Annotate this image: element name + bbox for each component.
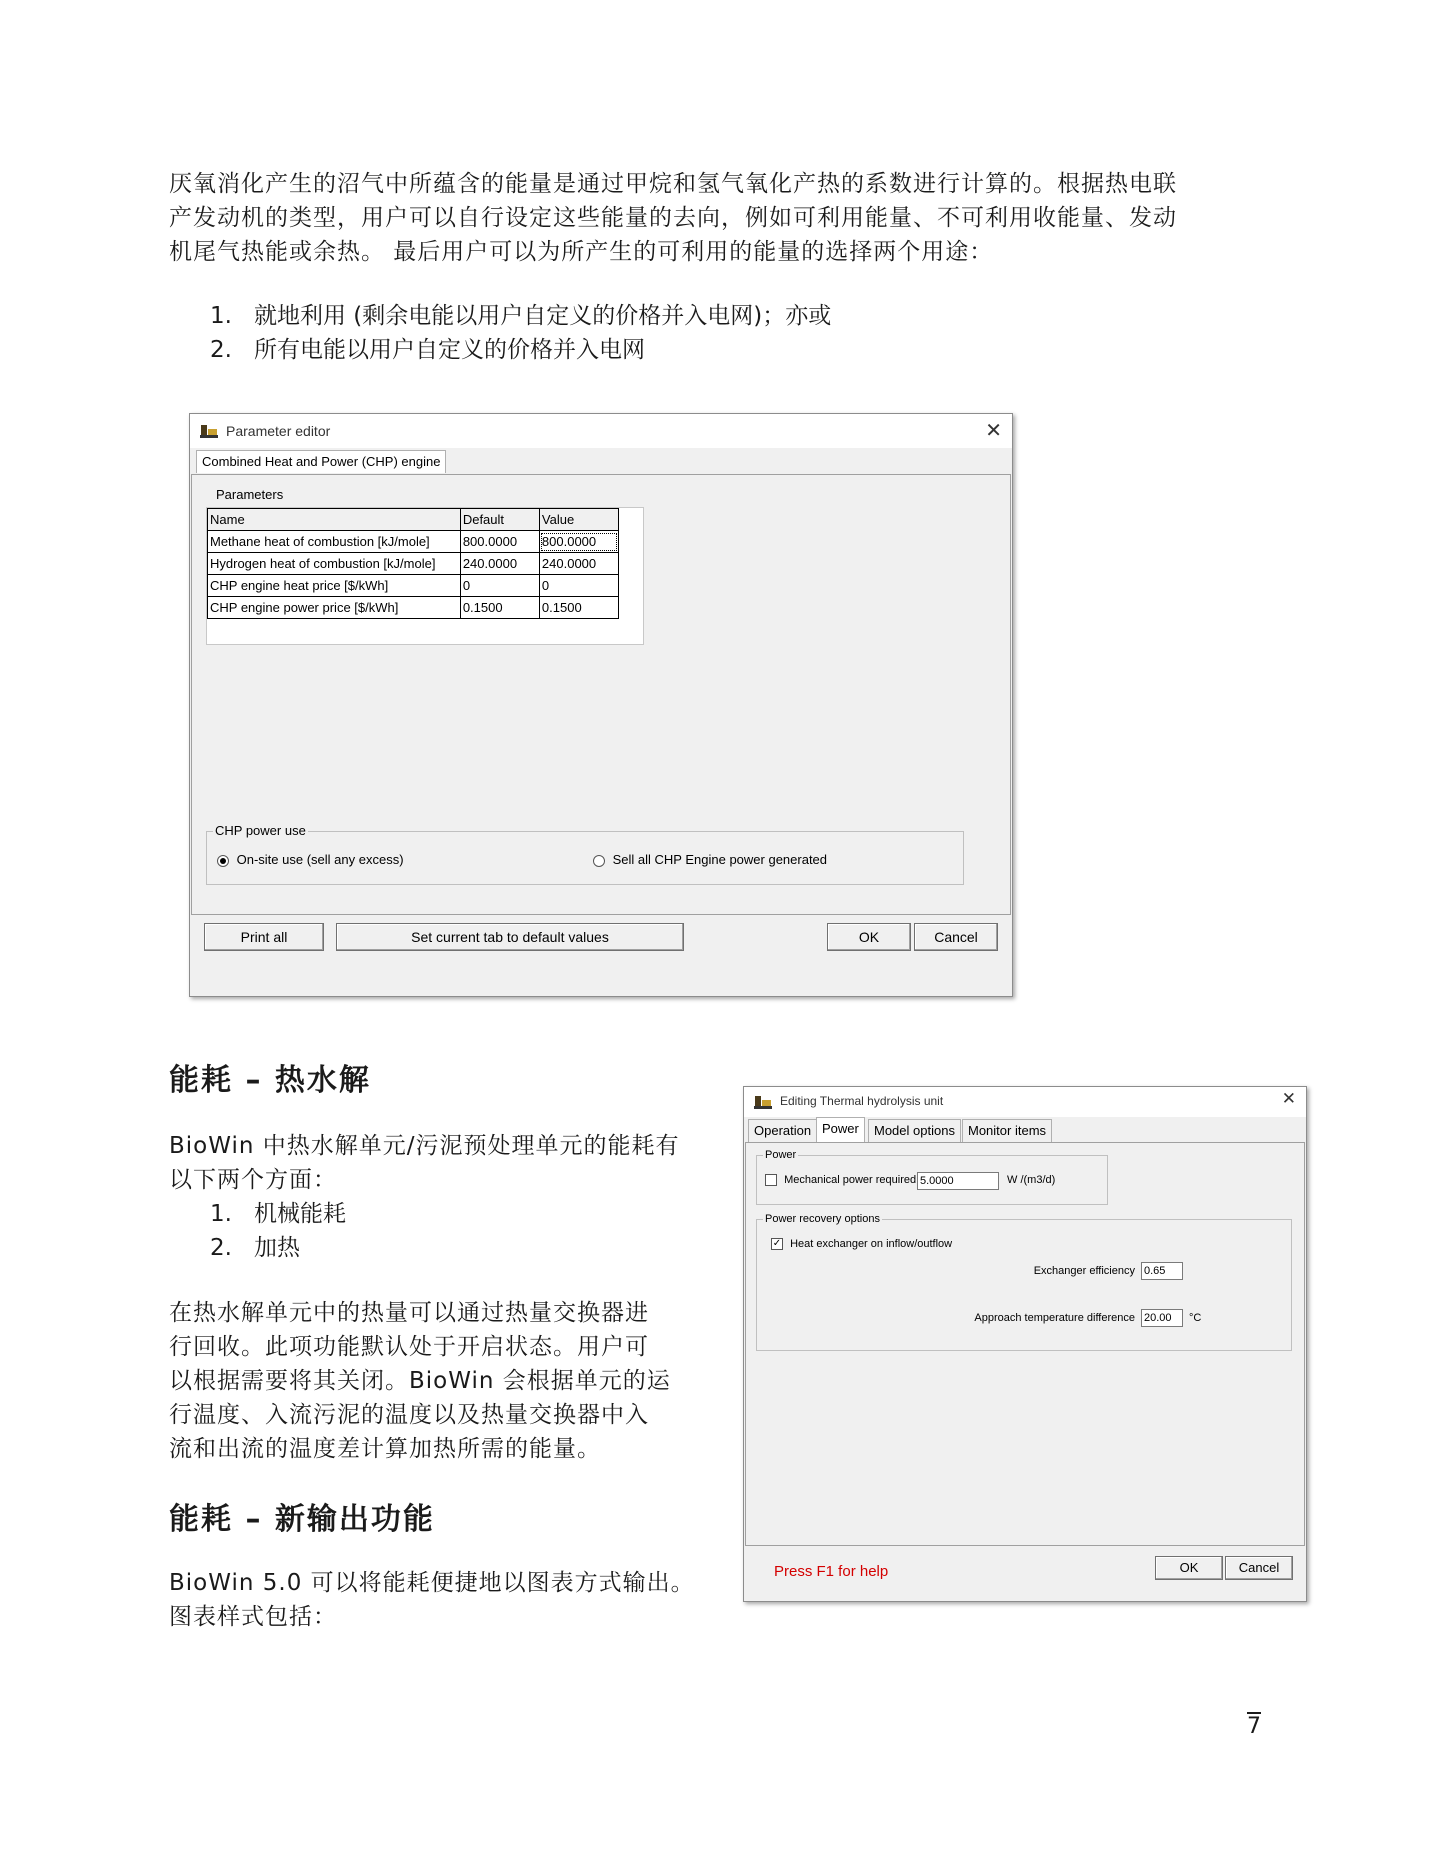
parameter-editor-dialog: [189, 413, 1013, 997]
print-all-button[interactable]: Print all: [204, 923, 324, 951]
chp-power-use-group: [206, 823, 964, 885]
cancel-button[interactable]: Cancel: [1225, 1556, 1293, 1580]
intro-line: 产发动机的类型，用户可以自行设定这些能量的去向，例如可利用能量、不可利用收能量、发动: [169, 205, 1177, 231]
intro-line: 厌氧消化产生的沼气中所蕴含的能量是通过甲烷和氢气氧化产热的系数进行计算的。根据热电联: [169, 171, 1177, 197]
intro-line: 机尾气热能或余热。 最后用户可以为所产生的可利用的能量的选择两个用途：: [169, 239, 994, 265]
dialog-titlebar: [744, 1087, 1306, 1117]
help-hint: Press F1 for help: [774, 1563, 889, 1580]
power-recovery-label: Power recovery options: [765, 1213, 880, 1225]
radio-sell-all[interactable]: Sell all CHP Engine power generated: [593, 852, 827, 867]
parameters-label: Parameters: [216, 487, 284, 502]
exchanger-efficiency-input[interactable]: 0.65: [1141, 1262, 1183, 1280]
col-value: Value: [539, 509, 618, 531]
power-group: [756, 1149, 1108, 1205]
list-item: 2. 所有电能以用户自定义的价格并入电网: [210, 337, 645, 363]
value-cell[interactable]: 800.0000: [539, 531, 618, 553]
exchanger-efficiency-label: Exchanger efficiency: [1033, 1265, 1135, 1277]
parameters-grid: [206, 507, 644, 645]
checkbox-unchecked-icon[interactable]: [765, 1174, 777, 1186]
dialog-title: Editing Thermal hydrolysis unit: [780, 1094, 944, 1108]
tab-operation[interactable]: Operation: [748, 1119, 817, 1142]
close-icon[interactable]: ✕: [985, 420, 1002, 442]
tab-panel: [745, 1142, 1305, 1546]
list-item: 1. 机械能耗: [210, 1201, 346, 1227]
approach-temp-unit: °C: [1189, 1312, 1202, 1324]
power-group-label: Power: [765, 1149, 797, 1161]
table-row: Methane heat of combustion [kJ/mole] 800.0000 800.0000: [208, 531, 619, 553]
intro-list: [210, 299, 831, 367]
tab-power[interactable]: Power: [816, 1117, 865, 1142]
tab-chp-engine[interactable]: Combined Heat and Power (CHP) engine: [196, 450, 446, 473]
dialog-titlebar: [190, 414, 1012, 448]
table-row: CHP engine power price [$/kWh] 0.1500 0.1500: [208, 597, 619, 619]
dialog-title: Parameter editor: [226, 423, 331, 439]
col-name: Name: [208, 509, 461, 531]
tab-panel: [191, 474, 1011, 915]
section-heading: 能耗 – 新输出功能: [169, 1502, 435, 1537]
radio-unselected-icon[interactable]: [593, 855, 605, 867]
approach-temp-label: Approach temperature difference: [974, 1312, 1135, 1324]
section1-paragraph: BioWin 中热水解单元/污泥预处理单元的能耗有 以下两个方面：: [169, 1133, 680, 1193]
mech-power-checkbox[interactable]: Mechanical power required: [765, 1174, 916, 1186]
value-cell[interactable]: 0: [539, 575, 618, 597]
app-icon: [754, 1094, 772, 1110]
table-header: [208, 509, 619, 531]
tab-model-options[interactable]: Model options: [868, 1119, 961, 1142]
col-default: Default: [460, 509, 539, 531]
cancel-button[interactable]: Cancel: [914, 923, 998, 951]
ok-button[interactable]: OK: [1155, 1556, 1223, 1580]
checkbox-checked-icon[interactable]: ✓: [772, 1238, 782, 1250]
radio-selected-icon[interactable]: [217, 855, 229, 867]
intro-paragraph: [169, 167, 1177, 269]
table-row: Hydrogen heat of combustion [kJ/mole] 240.0000 240.0000: [208, 553, 619, 575]
section1-paragraph2: 在热水解单元中的热量可以通过热量交换器进 行回收。此项功能默认处于开启状态。用户可 以根据需要将其关闭。BioWin 会根据单元的运 行温度、入流污泥的温度以及热量交换器中入 流和出流的温度差计算加热所需的能量。: [169, 1300, 671, 1462]
ok-button[interactable]: OK: [827, 923, 911, 951]
approach-temp-input[interactable]: 20.00: [1141, 1309, 1183, 1327]
list-item: 1. 就地利用 (剩余电能以用户自定义的价格并入电网)；亦或: [210, 303, 832, 329]
tab-monitor-items[interactable]: Monitor items: [962, 1119, 1052, 1142]
radio-onsite[interactable]: On-site use (sell any excess): [217, 852, 404, 867]
chp-power-use-label: CHP power use: [215, 823, 306, 838]
page-number: 7: [1247, 1714, 1261, 1739]
section1-list: [210, 1197, 346, 1265]
set-default-button[interactable]: Set current tab to default values: [336, 923, 684, 951]
table-row: CHP engine heat price [$/kWh] 0 0: [208, 575, 619, 597]
close-icon[interactable]: ✕: [1281, 1089, 1296, 1108]
thermal-hydrolysis-dialog: [743, 1086, 1307, 1602]
value-cell[interactable]: 240.0000: [539, 553, 618, 575]
list-item: 2. 加热: [210, 1235, 300, 1261]
mech-power-unit: W /(m3/d): [1007, 1174, 1056, 1186]
mech-power-input[interactable]: 5.0000: [917, 1172, 999, 1190]
heat-exchanger-checkbox[interactable]: ✓ Heat exchanger on inflow/outflow: [772, 1238, 953, 1250]
value-cell[interactable]: 0.1500: [539, 597, 618, 619]
app-icon: [200, 423, 218, 439]
section2-paragraph: BioWin 5.0 可以将能耗便捷地以图表方式输出。 图表样式包括：: [169, 1570, 695, 1630]
section-heading: 能耗 – 热水解: [169, 1063, 371, 1098]
power-recovery-group: [756, 1213, 1292, 1351]
